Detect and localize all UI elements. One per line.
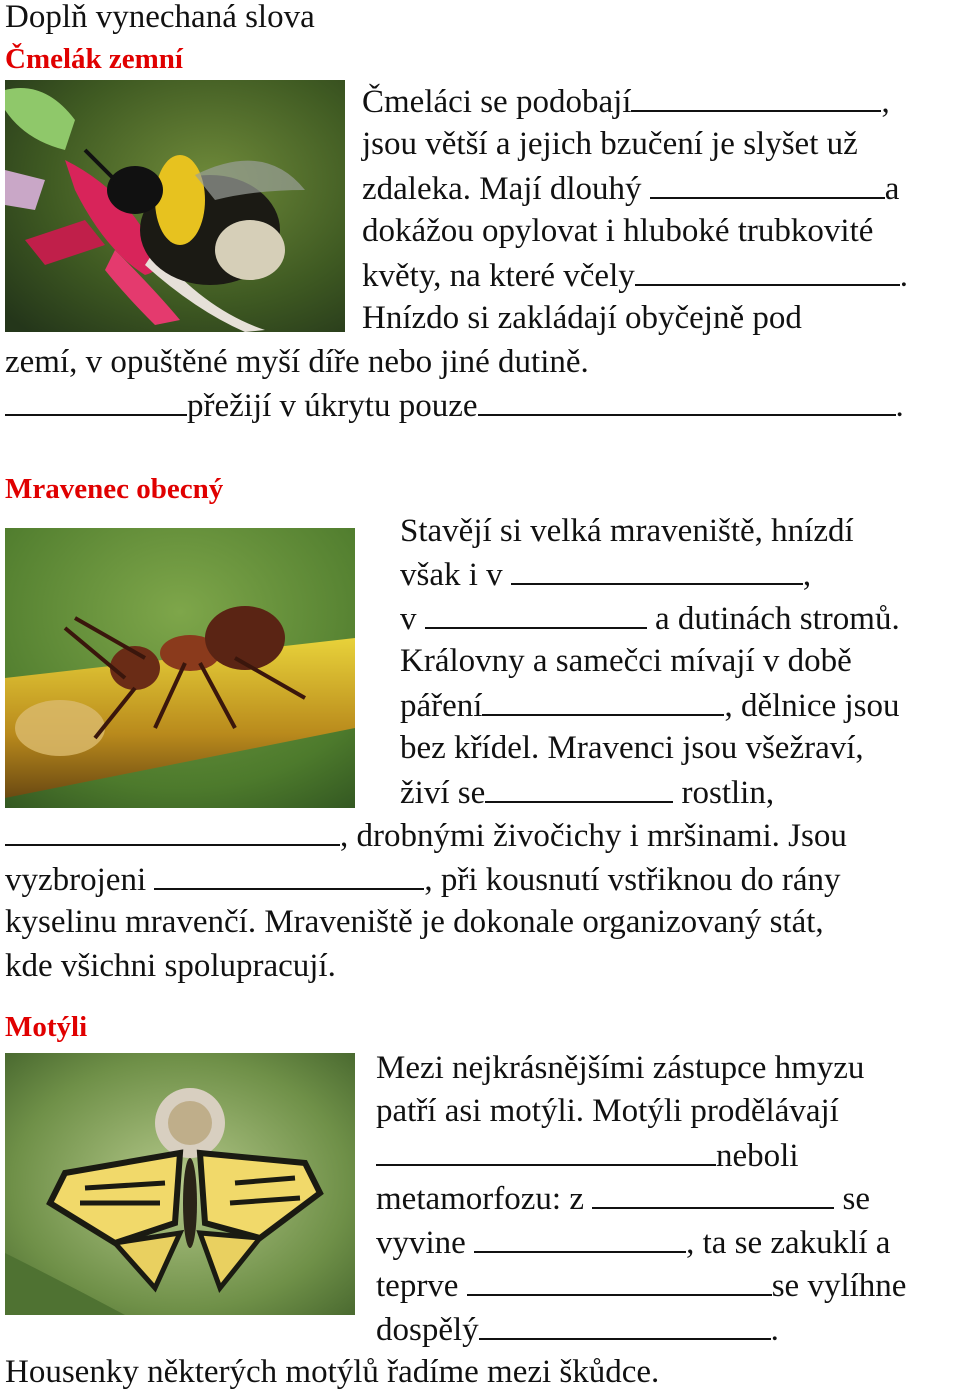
section-heading-butterflies: Motýli	[5, 1011, 88, 1043]
butterflies-line-8: Housenky některých motýlů řadíme mezi škůdce.	[5, 1354, 660, 1390]
answer-blank[interactable]	[592, 1177, 834, 1209]
ant-line-5: páření , dělnice jsou	[400, 684, 900, 729]
butterflies-line-2: patří asi motýli. Motýli prodělávají	[376, 1093, 839, 1129]
bumblebee-line-1: Čmeláci se podobají ,	[362, 80, 890, 125]
answer-blank[interactable]	[482, 684, 724, 716]
butterflies-line-5: vyvine , ta se zakuklí a	[376, 1221, 890, 1266]
answer-blank[interactable]	[478, 384, 896, 416]
butterflies-line-1: Mezi nejkrásnějšími zástupce hmyzu	[376, 1050, 865, 1086]
bumblebee-line-4: dokážou opylovat i hluboké trubkovité	[362, 213, 874, 249]
ant-line-3: v a dutinách stromů.	[400, 597, 900, 642]
ant-line-8: , drobnými živočichy i mršinami. Jsou	[5, 814, 847, 859]
answer-blank[interactable]	[467, 1264, 772, 1296]
ant-line-4: Královny a samečci mívají v době	[400, 643, 852, 679]
answer-blank[interactable]	[511, 553, 803, 585]
bumblebee-line-3: zdaleka. Mají dlouhý a	[362, 167, 899, 212]
butterfly-photo	[5, 1053, 355, 1315]
answer-blank[interactable]	[425, 597, 647, 629]
worksheet-instruction: Doplň vynechaná slova	[5, 0, 315, 35]
ant-line-10: kyselinu mravenčí. Mraveniště je dokonale organizovaný stát,	[5, 904, 824, 940]
answer-blank[interactable]	[635, 254, 900, 286]
answer-blank[interactable]	[5, 384, 187, 416]
answer-blank[interactable]	[479, 1308, 771, 1340]
answer-blank[interactable]	[5, 814, 340, 846]
answer-blank[interactable]	[631, 80, 881, 112]
ant-line-9: vyzbrojeni , při kousnutí vstřiknou do rány	[5, 858, 841, 903]
section-heading-bumblebee: Čmelák zemní	[5, 43, 183, 75]
ant-line-2: však i v ,	[400, 553, 811, 598]
answer-blank[interactable]	[154, 858, 424, 890]
bumblebee-line-6: Hnízdo si zakládají obyčejně pod	[362, 300, 802, 336]
answer-blank[interactable]	[485, 771, 673, 803]
answer-blank[interactable]	[376, 1134, 716, 1166]
bumblebee-line-2: jsou větší a jejich bzučení je slyšet už	[362, 126, 858, 162]
ant-photo	[5, 528, 355, 808]
ant-line-6: bez křídel. Mravenci jsou všežraví,	[400, 730, 864, 766]
bumblebee-line-5: květy, na které včely .	[362, 254, 908, 299]
butterflies-line-4: metamorfozu: z se	[376, 1177, 870, 1222]
bumblebee-line-8: přežijí v úkrytu pouze .	[5, 384, 904, 429]
answer-blank[interactable]	[650, 167, 885, 199]
butterflies-line-3: neboli	[376, 1134, 798, 1179]
bumblebee-photo	[5, 80, 345, 332]
butterflies-line-7: dospělý .	[376, 1308, 779, 1353]
ant-line-1: Stavějí si velká mraveniště, hnízdí	[400, 513, 854, 549]
section-heading-ant: Mravenec obecný	[5, 473, 224, 505]
butterflies-line-6: teprve se vylíhne	[376, 1264, 906, 1309]
ant-line-7: živí se rostlin,	[400, 771, 774, 816]
answer-blank[interactable]	[474, 1221, 686, 1253]
ant-line-11: kde všichni spolupracují.	[5, 948, 336, 984]
bumblebee-line-7: zemí, v opuštěné myší díře nebo jiné dutině.	[5, 344, 589, 380]
